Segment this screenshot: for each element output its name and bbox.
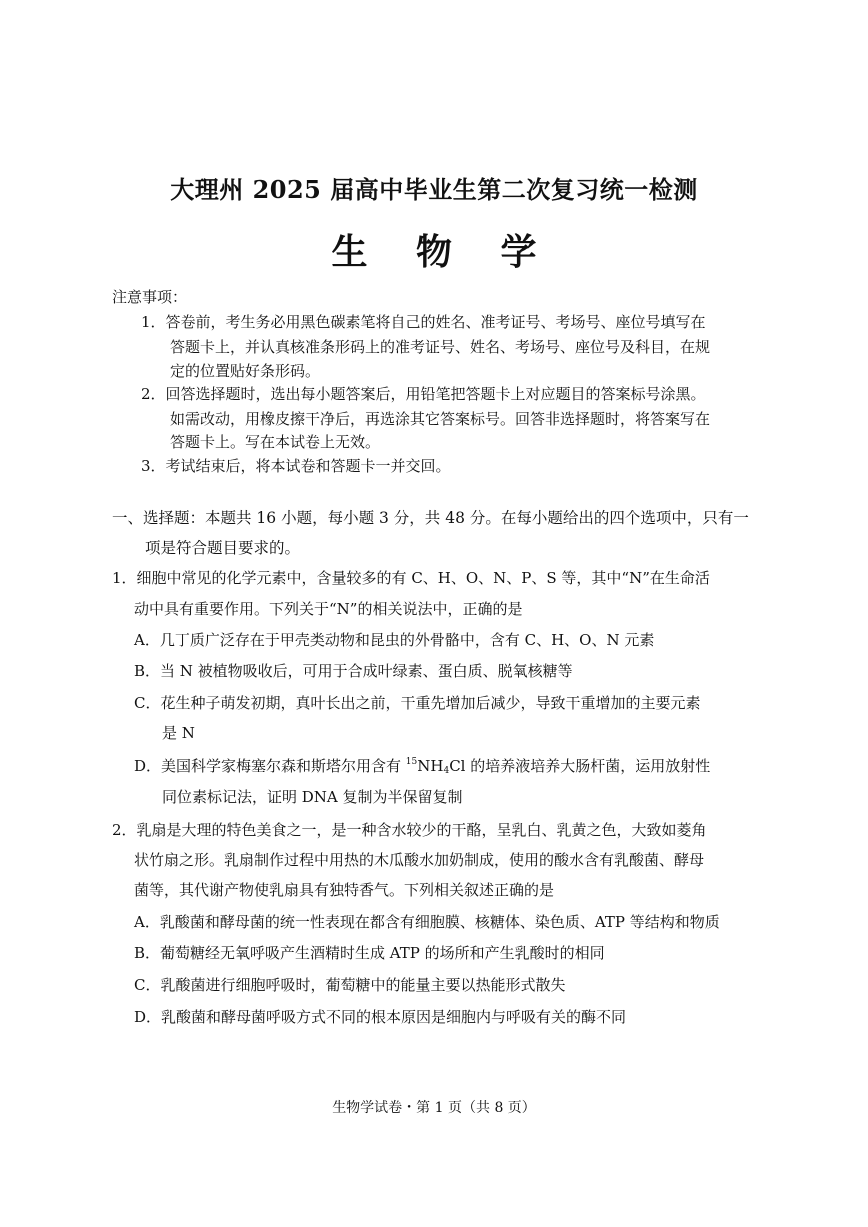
q2-stem-line-2: 状竹扇之形。乳扇制作过程中用热的木瓜酸水加奶制成，使用的酸水含有乳酸菌、酵母 — [134, 851, 705, 869]
q2-stem-line-3: 菌等，其代谢产物使乳扇具有独特香气。下列相关叙述正确的是 — [134, 881, 555, 899]
q1-option-d-line-2: 同位素标记法，证明 DNA 复制为半保留复制 — [162, 788, 463, 806]
q1-option-a: A．几丁质广泛存在于甲壳类动物和昆虫的外骨骼中，含有 C、H、O、N 元素 — [134, 631, 655, 649]
subject-title: 生 物 学 — [331, 231, 555, 273]
section-heading-line-1: 一、选择题：本题共 16 小题，每小题 3 分，共 48 分。在每小题给出的四个选项中，只有一 — [112, 509, 749, 527]
q1-stem-line-2: 动中具有重要作用。下列关于“N”的相关说法中，正确的是 — [134, 600, 523, 618]
isotope-mass-number: 15 — [405, 757, 418, 767]
notice-item-2-line-3: 答题卡上。写在本试卷上无效。 — [170, 433, 381, 451]
formula-nh: NH — [417, 757, 444, 775]
notice-item-2-line-2: 如需改动，用橡皮擦干净后，再选涂其它答案标号。回答非选择题时，将答案写在 — [170, 410, 711, 428]
formula-subscript: 4 — [443, 766, 450, 776]
q2-option-c: C．乳酸菌进行细胞呼吸时，葡萄糖中的能量主要以热能形式散失 — [134, 976, 566, 994]
q2-stem-line-1: 2．乳扇是大理的特色美食之一，是一种含水较少的干酪，呈乳白、乳黄之色，大致如菱角 — [112, 821, 707, 839]
q1-option-d-pre: D．美国科学家梅塞尔森和斯塔尔用含有 — [134, 757, 406, 775]
q1-stem-line-1: 1．细胞中常见的化学元素中，含量较多的有 C、H、O、N、P、S 等，其中“N”在生命活 — [112, 569, 710, 587]
q1-option-d-post: Cl 的培养液培养大肠杆菌，运用放射性 — [449, 757, 711, 775]
notice-item-3-line-1: 3．考试结束后，将本试卷和答题卡一并交回。 — [141, 457, 451, 475]
notice-item-1-line-2: 答题卡上，并认真核准条形码上的准考证号、姓名、考场号、座位号及科目，在规 — [170, 338, 711, 356]
q2-option-a: A．乳酸菌和酵母菌的统一性表现在都含有细胞膜、核糖体、染色质、ATP 等结构和物质 — [134, 913, 720, 931]
notice-heading: 注意事项： — [112, 288, 188, 306]
q1-option-c-line-2: 是 N — [162, 724, 195, 742]
q1-option-d-line-1 — [134, 756, 710, 776]
page-footer: 生物学试卷・第 1 页（共 8 页） — [332, 1100, 536, 1116]
notice-item-1-line-1: 1．答卷前，考生务必用黑色碳素笔将自己的姓名、准考证号、考场号、座位号填写在 — [141, 313, 706, 331]
q2-option-d: D．乳酸菌和酵母菌呼吸方式不同的根本原因是细胞内与呼吸有关的酶不同 — [134, 1008, 627, 1026]
section-heading-line-2: 项是符合题目要求的。 — [145, 539, 301, 557]
exam-title: 大理州 2025 届高中毕业生第二次复习统一检测 — [170, 175, 698, 204]
q1-option-c-line-1: C．花生种子萌发初期，真叶长出之前，干重先增加后减少，导致干重增加的主要元素 — [134, 694, 701, 712]
notice-item-1-line-3: 定的位置贴好条形码。 — [170, 362, 321, 380]
q1-option-b: B．当 N 被植物吸收后，可用于合成叶绿素、蛋白质、脱氧核糖等 — [134, 662, 573, 680]
notice-item-2-line-1: 2．回答选择题时，选出每小题答案后，用铅笔把答题卡上对应题目的答案标号涂黑。 — [141, 385, 706, 403]
q2-option-b: B．葡萄糖经无氧呼吸产生酒精时生成 ATP 的场所和产生乳酸时的相同 — [134, 944, 605, 962]
